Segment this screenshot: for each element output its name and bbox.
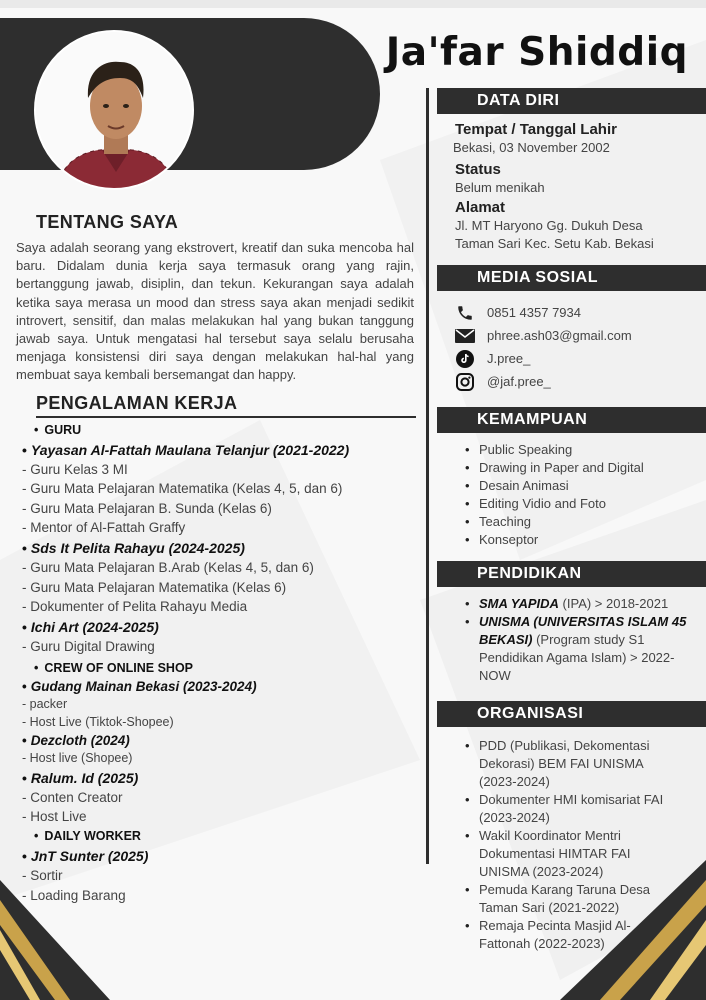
employer: • Dezcloth (2024) <box>22 732 416 750</box>
skill-item: • Editing Vidio and Foto <box>465 495 706 513</box>
employer: • Sds It Pelita Rahayu (2024-2025) <box>22 538 416 558</box>
right-column <box>437 88 706 953</box>
tiktok-icon <box>455 349 475 369</box>
about-title: TENTANG SAYA <box>36 212 179 232</box>
organization-item: • PDD (Publikasi, Dekomentasi Dekorasi) BEM FAI UNISMA (2023-2024) <box>465 737 682 791</box>
education-item <box>465 613 692 685</box>
personal-data <box>437 114 706 253</box>
email-row <box>455 324 706 347</box>
education-detail: (IPA) > 2018-2021 <box>558 596 669 611</box>
phone-row <box>455 301 706 324</box>
organization-title: ORGANISASI <box>437 701 706 727</box>
work-experience-list <box>16 421 416 906</box>
task-item: - Guru Mata Pelajaran B. Sunda (Kelas 6) <box>22 500 272 516</box>
instagram-icon <box>455 372 475 392</box>
instagram-text: @jaf.pree_ <box>487 374 551 389</box>
skills-title: KEMAMPUAN <box>437 407 706 433</box>
person-name: Ja'far Shiddiq <box>385 30 688 75</box>
task-item: - Guru Mata Pelajaran Matematika (Kelas 6) <box>22 579 287 595</box>
email-text: phree.ash03@gmail.com <box>487 328 632 343</box>
education-detail: (Program study S1 Pendidikan Agama Islam) > 2022-NOW <box>479 632 675 683</box>
profile-photo <box>34 30 194 190</box>
task-item: - Host Live <box>22 809 87 825</box>
status-value: Belum menikah <box>455 180 545 195</box>
organization-item: • Remaja Pecinta Masjid Al-Fattonah (2022-2023) <box>465 917 682 953</box>
school-name: SMA YAPIDA <box>479 596 559 611</box>
skills-list <box>437 433 706 549</box>
task-item: - Conten Creator <box>22 789 123 805</box>
instagram-row <box>455 370 706 393</box>
task-item: - Guru Mata Pelajaran Matematika (Kelas 4, 5, dan 6) <box>22 481 343 497</box>
task-item: - Sortir <box>22 867 63 883</box>
address-line: Taman Sari Kec. Setu Kab. Bekasi <box>455 236 654 251</box>
task-item: - Guru Mata Pelajaran B.Arab (Kelas 4, 5, dan 6) <box>22 560 314 575</box>
work-category: • DAILY WORKER <box>34 827 416 846</box>
employer: • Ralum. Id (2025) <box>22 768 416 788</box>
column-divider <box>426 88 429 864</box>
work-category: • GURU <box>34 421 416 440</box>
organization-item: • Pemuda Karang Taruna Desa Taman Sari (2021-2022) <box>465 881 682 917</box>
organization-list <box>437 727 706 953</box>
employer: • Gudang Mainan Bekasi (2023-2024) <box>22 678 416 696</box>
organization-item: • Dokumenter HMI komisariat FAI (2023-2024) <box>465 791 682 827</box>
skill-item: • Konseptor <box>465 531 706 549</box>
task-item: - Mentor of Al-Fattah Graffy <box>22 520 186 536</box>
task-item: - Host live (Shopee) <box>22 750 133 765</box>
tiktok-row <box>455 347 706 370</box>
work-title: PENGALAMAN KERJA <box>36 393 416 418</box>
education-title: PENDIDIKAN <box>437 561 706 587</box>
task-item: - packer <box>22 697 68 712</box>
personal-title: DATA DIRI <box>437 88 706 114</box>
phone-text: 0851 4357 7934 <box>487 305 581 320</box>
birth-label: Tempat / Tanggal Lahir <box>455 121 617 138</box>
left-column <box>16 212 416 905</box>
task-item: - Loading Barang <box>22 887 126 903</box>
education-item <box>465 595 692 613</box>
task-item: - Guru Kelas 3 MI <box>22 461 128 477</box>
address-label: Alamat <box>455 199 506 216</box>
task-item: - Guru Digital Drawing <box>22 638 155 654</box>
mail-icon <box>455 326 475 346</box>
address-line: Jl. MT Haryono Gg. Dukuh Desa <box>455 218 643 233</box>
education-list <box>437 587 706 685</box>
task-item: - Host Live (Tiktok-Shopee) <box>22 715 174 730</box>
social-list <box>437 291 706 393</box>
school-name: UNISMA (UNIVERSITAS ISLAM 45 BEKASI) <box>479 614 687 647</box>
employer: • JnT Sunter (2025) <box>22 846 416 866</box>
birth-value: Bekasi, 03 November 2002 <box>453 140 610 155</box>
avatar-illustration <box>36 32 194 190</box>
tiktok-text: J.pree_ <box>487 351 531 366</box>
status-label: Status <box>455 161 501 178</box>
skill-item: • Public Speaking <box>465 441 706 459</box>
organization-item: • Wakil Koordinator Mentri Dokumentasi HIMTAR FAI UNISMA (2023-2024) <box>465 827 682 881</box>
about-text: Saya adalah seorang yang ekstrovert, kreatif dan suka mencoba hal baru. Didalam dunia kerja saya termasuk orang yang rajin, bertanggung jawab, disiplin, dan tekun. Kekurangan saya adalah ketika saya merasa un mood dan stress saya akan menjadi sedikit introvert, sensitif, dan malas melakukan hal yang bukan tanggung jawab saya. Untuk mengatasi hal tersebut saya selalu berusaha menjaga konsistensi diri saya dengan melakukan hal-hal yang membuat saya kembali bersemangat dan happy. <box>16 240 414 383</box>
skill-item: • Teaching <box>465 513 706 531</box>
phone-icon <box>455 303 475 323</box>
social-title: MEDIA SOSIAL <box>437 265 706 291</box>
task-item: - Dokumenter of Pelita Rahayu Media <box>22 599 248 615</box>
employer: • Ichi Art (2024-2025) <box>22 617 416 637</box>
skill-item: • Drawing in Paper and Digital <box>465 459 706 477</box>
work-category: • CREW OF ONLINE SHOP <box>34 659 416 678</box>
skill-item: • Desain Animasi <box>465 477 706 495</box>
employer: • Yayasan Al-Fattah Maulana Telanjur (2021-2022) <box>22 440 416 460</box>
